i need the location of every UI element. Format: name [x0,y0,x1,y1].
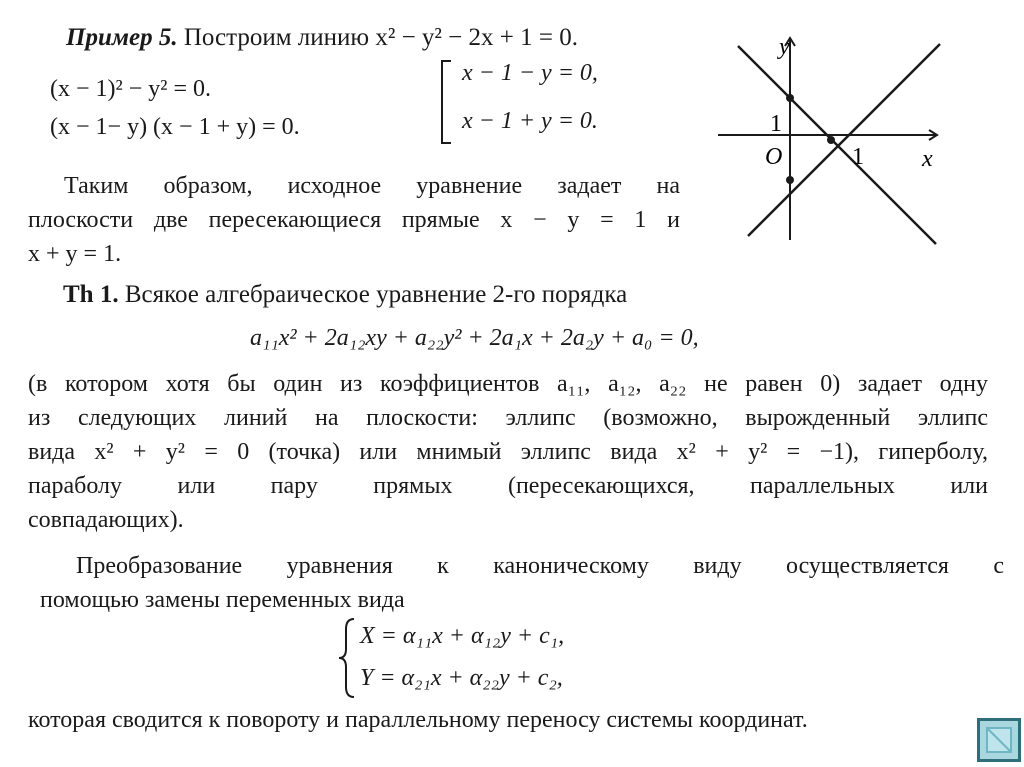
example-title-bold: Пример 5. [66,24,178,51]
tick-x-label: 1 [852,144,864,170]
theorem-label: Th 1. [63,281,119,308]
transform-line-2: помощью замены переменных вида [40,587,405,613]
transform-brace [336,617,358,699]
system-line-2: x − 1 + y = 0. [462,108,598,134]
theorem-body-line-2: из следующих линий на плоскости: эллипс (возможно, вырожденный эллипс [28,405,988,431]
lines-graph [700,28,960,258]
transform-line-1 [40,549,1004,583]
theorem-formula: a₁₁x² + 2a₁₂xy + a₂₂y² + 2a₁x + 2a₂y + a₀ = 0, [250,325,699,351]
conclusion-text-1: Таким образом, исходное уравнение задает на [64,173,680,199]
equation-factored-square: (x − 1)² − y² = 0. [50,76,211,102]
next-slide-button[interactable] [977,718,1021,762]
example-title [66,21,578,54]
point-y-1 [786,94,794,102]
transform-eq-y: Y = α₂₁x + α₂₂y + c₂, [360,665,563,691]
transform-text-1: Преобразование уравнения к каноническому виду осуществляется с [76,553,1004,579]
transform-eq-x: X = α₁₁x + α₁₂y + c₁, [360,623,565,649]
conclusion-line-3: x + y = 1. [28,241,122,267]
tick-y-label: 1 [770,111,782,137]
transform-footer: которая сводится к повороту и параллельному переносу системы координат. [28,707,808,733]
conclusion-line-2: плоскости две пересекающиеся прямые x − y = 1 и [28,207,680,233]
y-axis-label: y [779,34,790,60]
system-bracket [441,60,451,144]
equation-product: (x − 1− y) (x − 1 + y) = 0. [50,114,300,140]
point-y-minus-1 [786,176,794,184]
theorem-intro: Всякое алгебраическое уравнение 2-го порядка [118,281,628,308]
example-title-rest: Построим линию x² − y² − 2x + 1 = 0. [177,24,578,51]
system-line-1: x − 1 − y = 0, [462,60,598,86]
theorem-body-line-4: параболу или пару прямых (пересекающихся, параллельных или [28,473,988,499]
expand-icon [986,727,1012,753]
origin-label: O [765,144,783,170]
line-x-minus-y [748,44,940,236]
conclusion-line-1 [28,169,680,203]
x-axis-label: x [922,146,933,172]
point-x-1 [827,136,835,144]
theorem-heading [63,278,627,311]
theorem-body-line-1: (в котором хотя бы один из коэффициентов a₁₁, a₁₂, a₂₂ не равен 0) задает одну [28,371,988,397]
theorem-body-line-3: вида x² + y² = 0 (точка) или мнимый эллипс вида x² + y² = −1), гиперболу, [28,439,988,465]
theorem-body-line-5: совпадающих). [28,507,184,533]
